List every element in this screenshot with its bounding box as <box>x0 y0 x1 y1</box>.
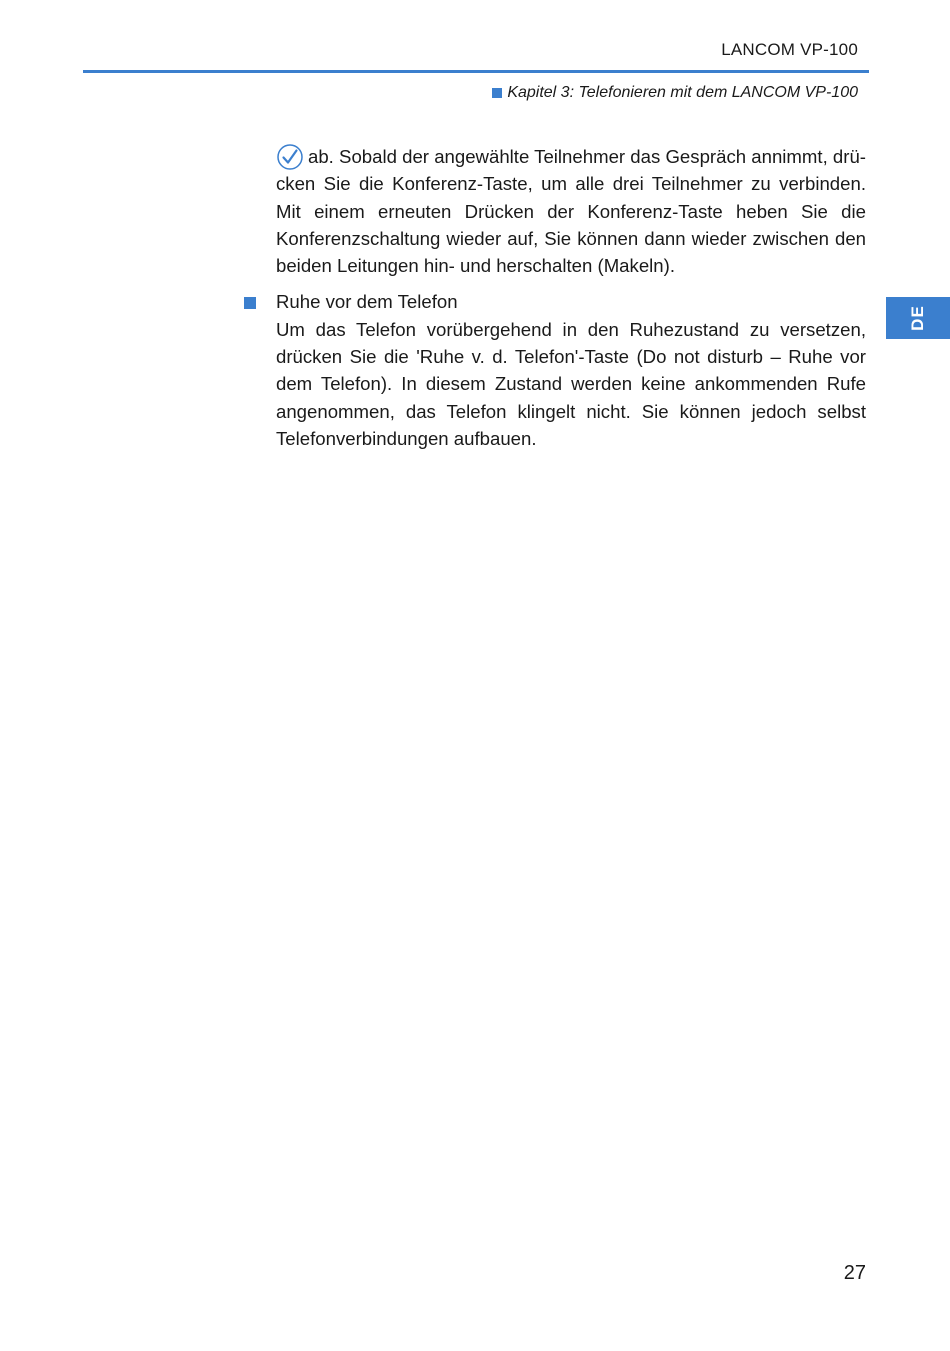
intro-text: ab. Sobald der angewählte Teilnehmer das Gespräch annimmt, drücken Sie die Konferenz-Taste, um alle drei Teilnehmer zu verbinden. Mit einem erneuten Drücken der Konferenz-Taste heben Sie die Konferenzschaltung wieder auf, Sie können dann wieder zwischen den beiden Leitungen hin- und herschalten (Makeln). <box>276 146 866 277</box>
check-circle-icon <box>276 144 304 170</box>
chapter-heading <box>492 84 858 102</box>
header-rule <box>83 70 869 73</box>
chapter-bullet-icon <box>492 88 502 98</box>
chapter-title: Kapitel 3: Telefonieren mit dem LANCOM VP-100 <box>507 84 858 101</box>
page-number: 27 <box>843 1262 866 1284</box>
running-header-title: LANCOM VP-100 <box>721 40 858 59</box>
bullet-title: Ruhe vor dem Telefon <box>276 291 458 313</box>
list-item <box>276 288 866 452</box>
bullet-body: Um das Telefon vorübergehend in den Ruhezustand zu versetzen, drücken Sie die 'Ruhe v. d. Telefon'-Taste (Do not disturb – Ruhe vor dem Telefon). In diesem Zustand werden keine ankommenden Rufe angenommen, das Telefon klingelt nicht. Sie können jedoch selbst Telefonverbindungen aufbauen. <box>276 318 866 449</box>
intro-paragraph <box>276 143 866 279</box>
square-bullet-icon <box>244 297 256 309</box>
language-tab-label: DE <box>908 305 927 331</box>
main-content <box>276 143 866 452</box>
language-tab <box>886 297 950 339</box>
